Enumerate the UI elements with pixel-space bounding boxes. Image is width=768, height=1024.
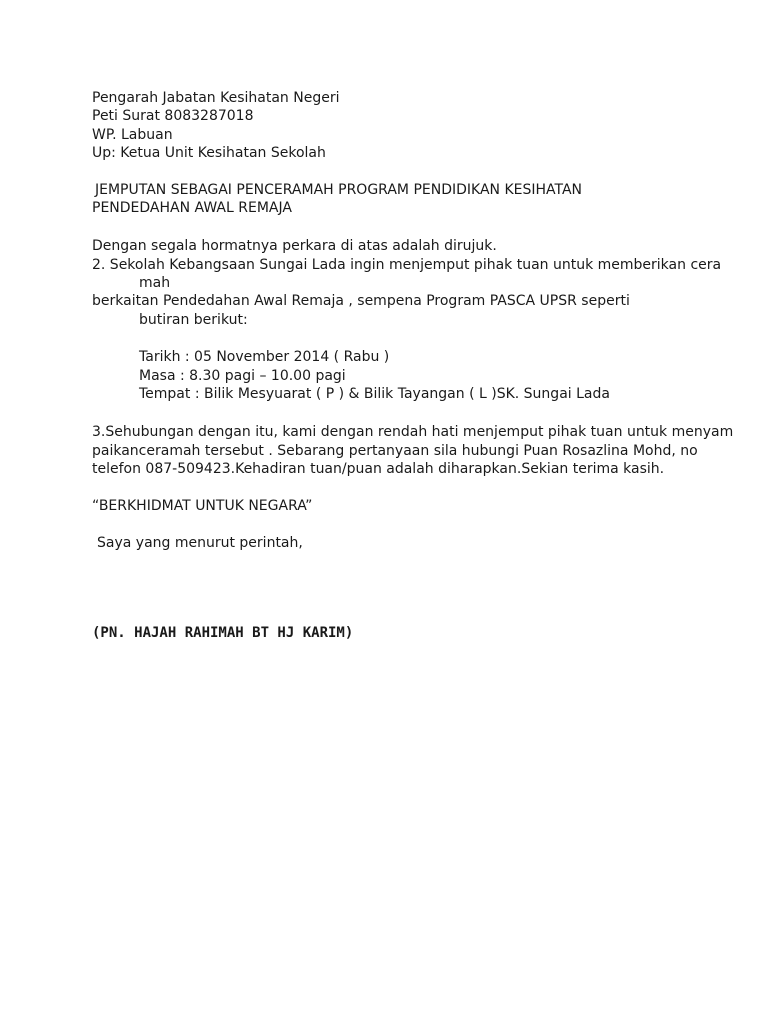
detail-tarikh: Tarikh : 05 November 2014 ( Rabu ) — [139, 349, 390, 365]
paragraph-1: Dengan segala hormatnya perkara di atas adalah dirujuk. — [92, 238, 497, 254]
motto: “BERKHIDMAT UNTUK NEGARA” — [92, 498, 313, 514]
address-line-2: Peti Surat 8083287018 — [92, 108, 254, 124]
paragraph-2-line-2: mah — [139, 275, 171, 291]
subject-line-2: PENDEDAHAN AWAL REMAJA — [92, 200, 292, 216]
paragraph-3-line-1: 3.Sehubungan dengan itu, kami dengan rendah hati menjemput pihak tuan untuk menyam — [92, 424, 734, 440]
paragraph-2-line-1: 2. Sekolah Kebangsaan Sungai Lada ingin menjemput pihak tuan untuk memberikan cera — [92, 257, 722, 273]
paragraph-2-line-4: butiran berikut: — [139, 312, 248, 328]
paragraph-3-line-2: paikanceramah tersebut . Sebarang pertanyaan sila hubungi Puan Rosazlina Mohd, no — [92, 443, 698, 459]
address-line-4: Up: Ketua Unit Kesihatan Sekolah — [92, 145, 326, 161]
paragraph-3-line-3: telefon 087-509423.Kehadiran tuan/puan adalah diharapkan.Sekian terima kasih. — [92, 461, 665, 477]
salutation: Saya yang menurut perintah, — [97, 535, 303, 551]
detail-tempat: Tempat : Bilik Mesyuarat ( P ) & Bilik Tayangan ( L )SK. Sungai Lada — [139, 386, 610, 402]
address-line-3: WP. Labuan — [92, 127, 173, 143]
address-line-1: Pengarah Jabatan Kesihatan Negeri — [92, 90, 340, 106]
subject-line-1: JEMPUTAN SEBAGAI PENCERAMAH PROGRAM PENDIDIKAN KESIHATAN — [95, 182, 583, 198]
paragraph-2-line-3: berkaitan Pendedahan Awal Remaja , sempena Program PASCA UPSR seperti — [92, 293, 630, 309]
detail-masa: Masa : 8.30 pagi – 10.00 pagi — [139, 368, 346, 384]
signatory-name: (PN. HAJAH RAHIMAH BT HJ KARIM) — [92, 625, 354, 641]
